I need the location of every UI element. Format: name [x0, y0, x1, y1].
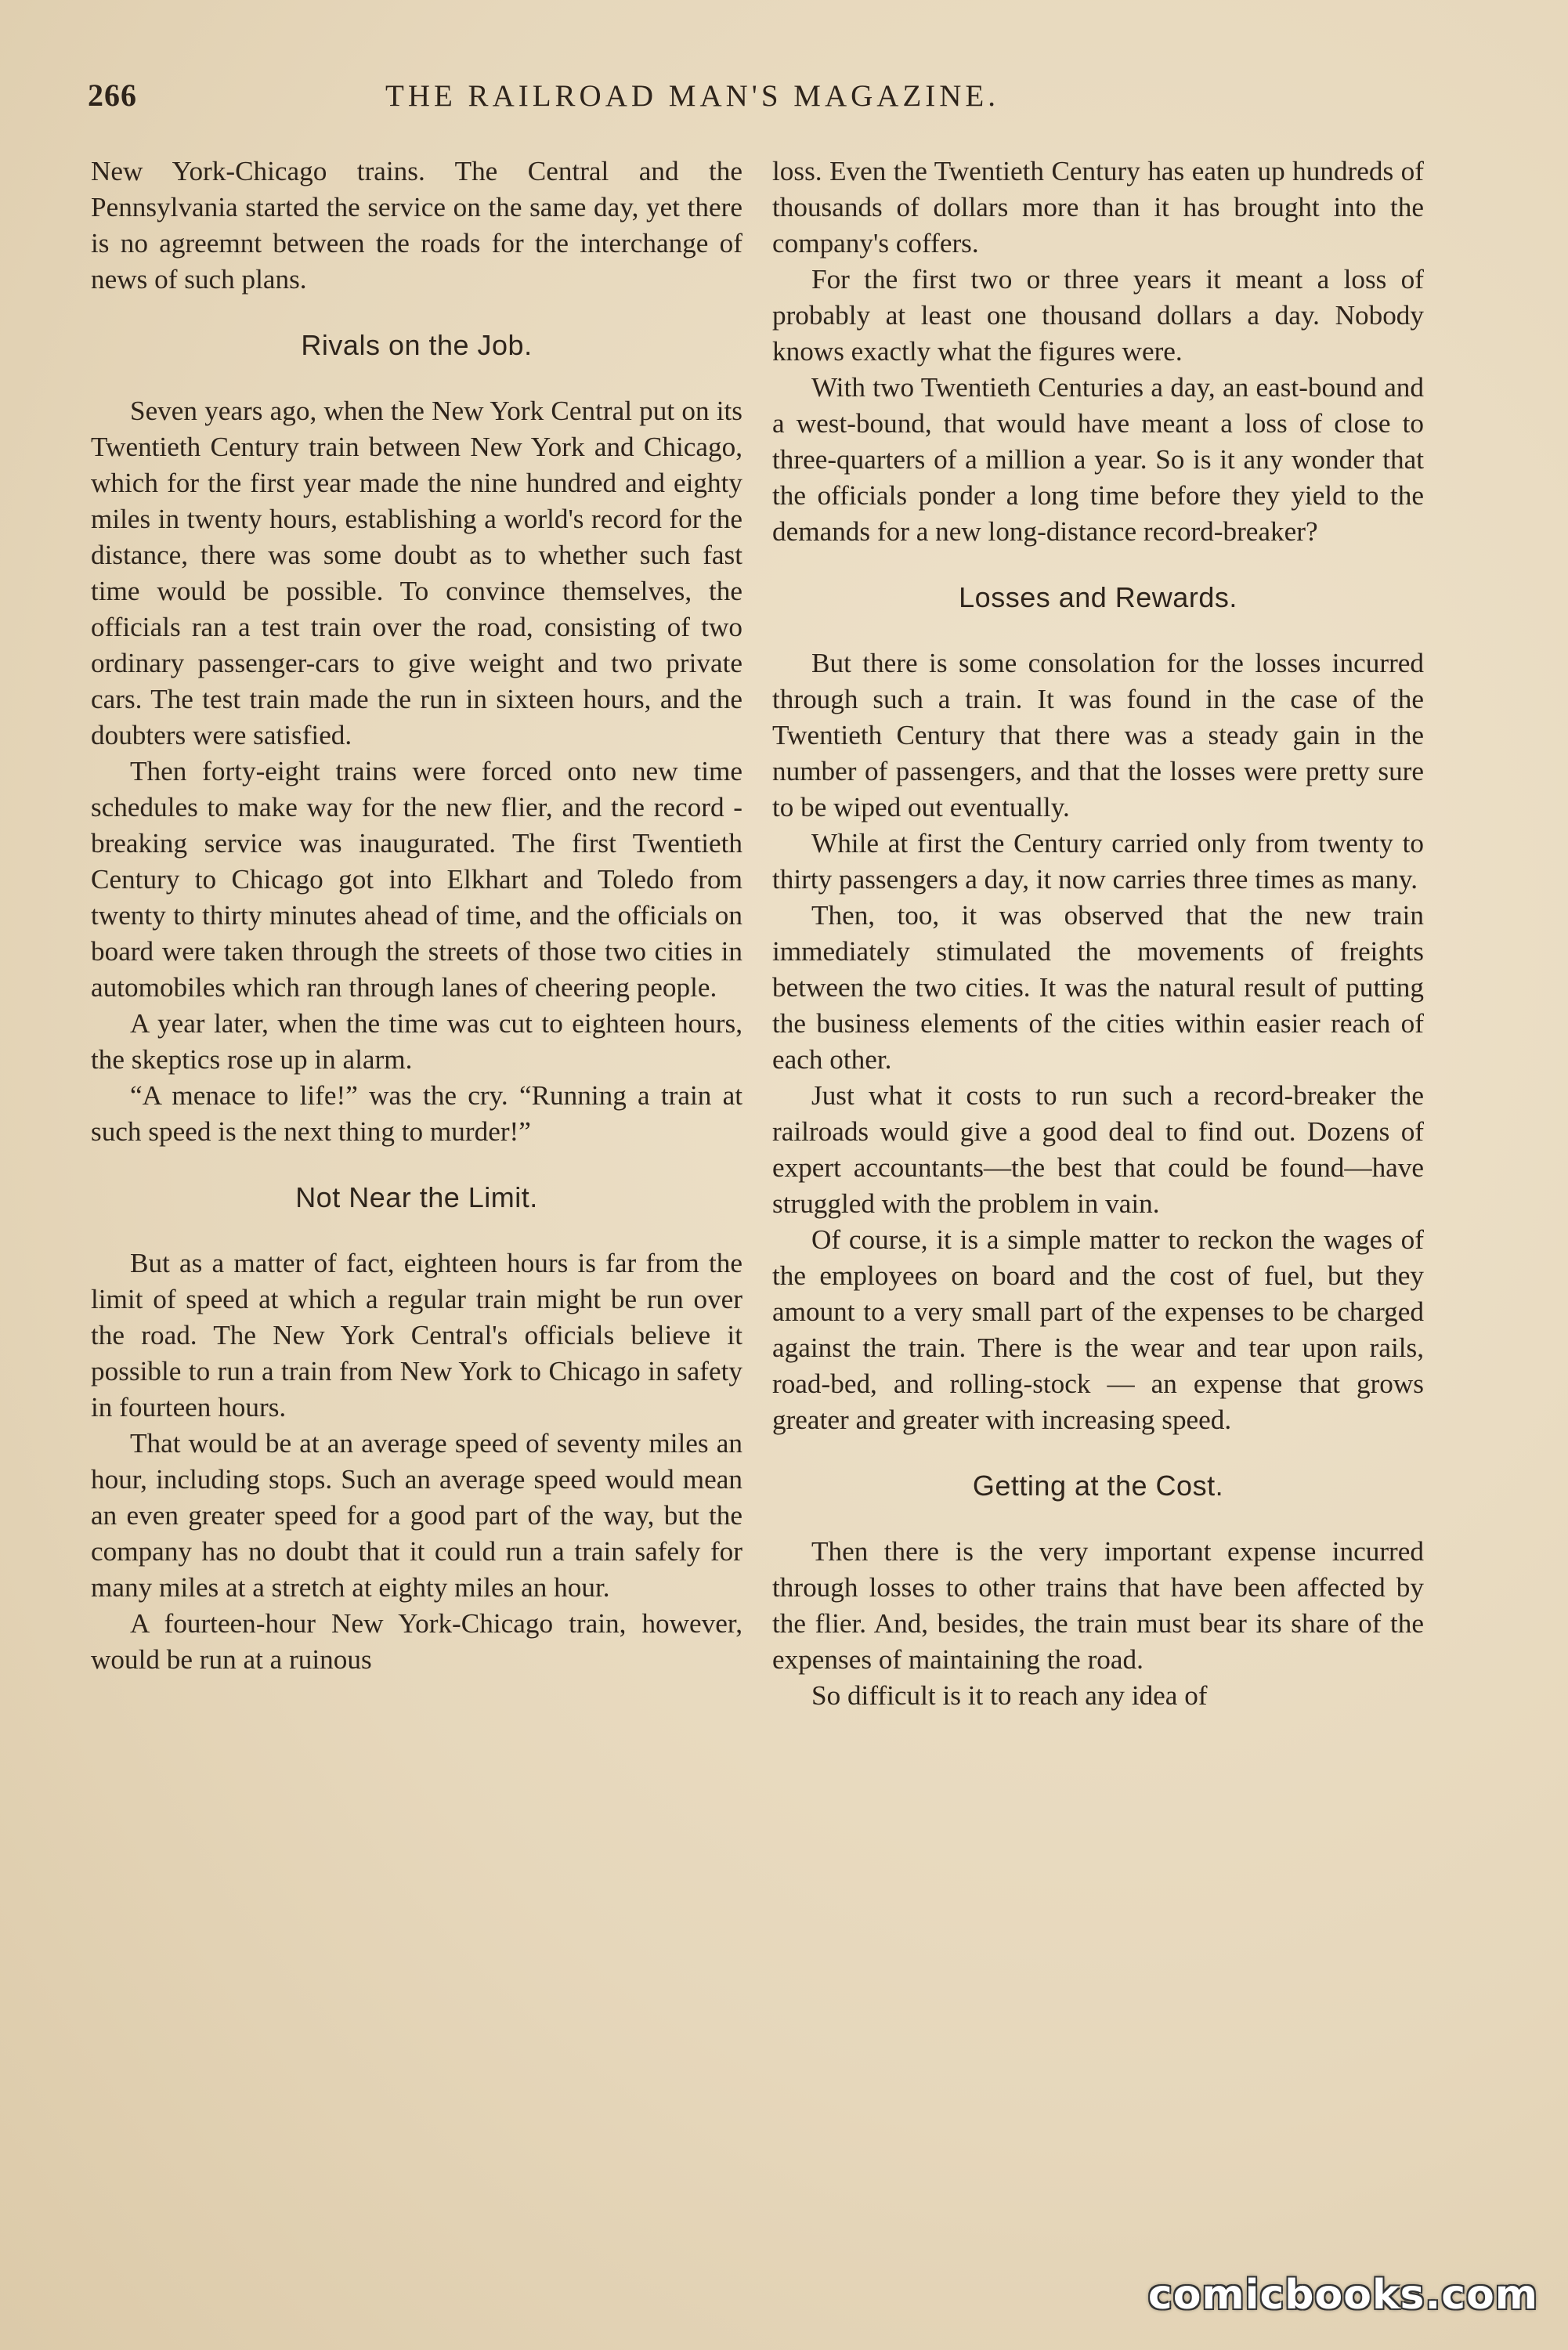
paragraph: loss. Even the Twentieth Century has eaten up hundreds of thousands of dollars more than it has brought into the company's coffers.	[772, 156, 1424, 258]
section-heading: Losses and Rewards.	[959, 581, 1237, 613]
paragraph: Then forty-eight trains were forced onto new time schedules to make way for the new flier, and the record - breaking service was inaugurated. The first Twentieth Century to Chicago got into Elkhart and Toledo from twenty to thirty minutes ahead of time, and the officials on board were taken through the streets of those two cities in automobiles which ran through lanes of cheering people.	[91, 756, 742, 1003]
paragraph: New York-Chicago trains. The Central and the Pennsylvania started the service on the same day, yet there is no agreemnt between the roads for the interchange of news of such plans.	[91, 156, 742, 295]
paragraph: That would be at an average speed of seventy miles an hour, including stops. Such an average speed would mean an even greater speed for a good part of the way, but the company has no doubt that it could run a train safely for many miles at a stretch at eighty miles an hour.	[91, 1428, 742, 1603]
section-heading: Getting at the Cost.	[972, 1470, 1224, 1502]
left-column	[91, 154, 742, 1678]
section-heading: Not Near the Limit.	[295, 1181, 538, 1213]
paragraph: A year later, when the time was cut to eighteen hours, the skeptics rose up in alarm.	[91, 1008, 742, 1075]
paragraph: Then there is the very important expense incurred through losses to other trains that have been affected by the flier. And, besides, the train must bear its share of the expenses of maintaining the road.	[772, 1536, 1424, 1675]
page-number: 266	[88, 78, 137, 113]
paragraph: Seven years ago, when the New York Central put on its Twentieth Century train between New York and Chicago, which for the first year made the nine hundred and eighty miles in twenty hours, establishing a world's record for the distance, there was some doubt as to whether such fast time would be possible. To convince themselves, the officials ran a test train over the road, consisting of two ordinary passenger-cars to give weight and two private cars. The test train made the run in sixteen hours, and the doubters were satisfied.	[91, 396, 742, 750]
paragraph: A fourteen-hour New York-Chicago train, however, would be run at a ruinous	[91, 1608, 742, 1675]
paragraph: So difficult is it to reach any idea of	[811, 1680, 1208, 1711]
right-column	[772, 154, 1424, 1714]
paragraph: With two Twentieth Centuries a day, an east-bound and a west-bound, that would have meant a loss of close to three-quarters of a million a year. So is it any wonder that the officials ponder a long time before they yield to the demands for a new long-distance record-breaker?	[772, 372, 1424, 547]
paragraph: For the first two or three years it meant a loss of probably at least one thousand dollars a day. Nobody knows exactly what the figures were.	[772, 264, 1424, 367]
section-heading: Rivals on the Job.	[301, 329, 533, 361]
paragraph: Then, too, it was observed that the new train immediately stimulated the movements of freights between the two cities. It was the natural result of putting the business elements of the cities within easier reach of each other.	[772, 900, 1424, 1075]
paragraph: But as a matter of fact, eighteen hours is far from the limit of speed at which a regular train might be run over the road. The New York Central's officials believe it possible to run a train from New York to Chicago in safety in fourteen hours.	[91, 1248, 742, 1423]
paragraph: Of course, it is a simple matter to reckon the wages of the employees on board and the cost of fuel, but they amount to a very small part of the expenses to be charged against the train. There is the wear and tear upon rails, road-bed, and rolling-stock — an expense that grows greater and greater with increasing speed.	[772, 1224, 1424, 1435]
page-header	[88, 77, 1490, 124]
paragraph: But there is some consolation for the losses incurred through such a train. It was found in the case of the Twentieth Century that there was a steady gain in the number of passengers, and that the losses were pretty sure to be wiped out eventually.	[772, 648, 1424, 822]
watermark-logo: comicbooks.com	[1147, 2272, 1538, 2319]
paragraph: Just what it costs to run such a record-breaker the railroads would give a good deal to find out. Dozens of expert accountants—the best that could be found—have struggled with the problem in vain.	[772, 1080, 1424, 1219]
running-title: THE RAILROAD MAN'S MAGAZINE.	[385, 79, 999, 113]
paragraph: While at first the Century carried only from twenty to thirty passengers a day, it now carries three times as many.	[772, 828, 1424, 895]
paragraph: “A menace to life!” was the cry. “Running a train at such speed is the next thing to murder!”	[91, 1080, 742, 1147]
